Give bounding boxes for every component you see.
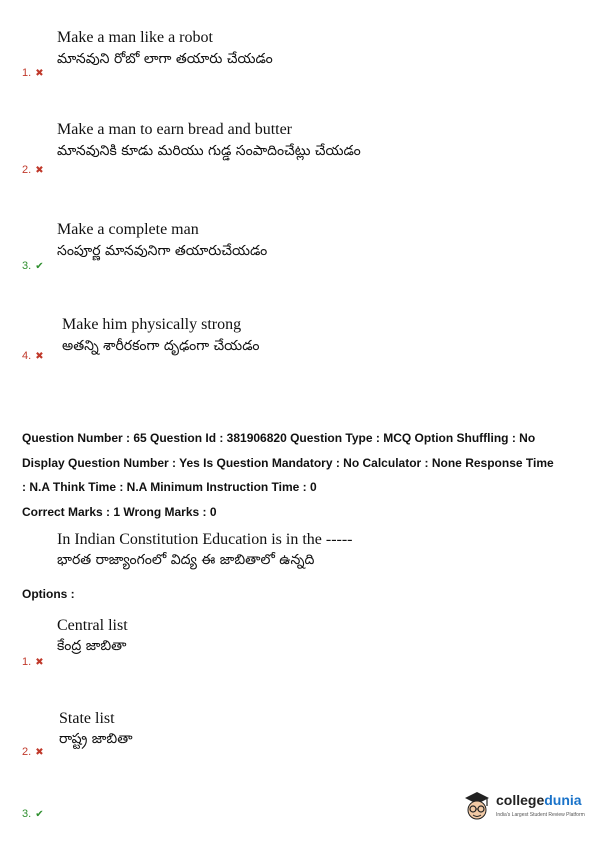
marks-line: Correct Marks : 1 Wrong Marks : 0 bbox=[22, 505, 217, 519]
prev-option-2-telugu: మానవునికి కూడు మరియు గుడ్డ సంపాదించేట్లు చేయడం bbox=[57, 143, 361, 159]
check-icon: ✔ bbox=[35, 261, 44, 272]
prev-option-1-english: Make a man like a robot bbox=[57, 29, 213, 46]
cross-icon: ✖ bbox=[35, 747, 44, 758]
student-avatar-icon bbox=[462, 790, 492, 824]
prev-option-2-number: 2. ✖ bbox=[22, 164, 44, 176]
question-meta-line-3: : N.A Think Time : N.A Minimum Instruction Time : 0 bbox=[22, 480, 317, 494]
prev-option-1-telugu: మానవుని రోబో లాగా తయారు చేయడం bbox=[57, 51, 273, 67]
option-3-number: 3. ✔ bbox=[22, 808, 44, 820]
prev-option-4-english: Make him physically strong bbox=[62, 316, 242, 333]
cross-icon: ✖ bbox=[35, 165, 44, 176]
question-english: In Indian Constitution Education is in the ----- bbox=[57, 531, 353, 548]
option-1-telugu: కేంద్ర జాబితా bbox=[57, 638, 127, 654]
option-2-telugu: రాష్ట్ర జాబితా bbox=[59, 731, 133, 747]
collegedunia-logo bbox=[462, 788, 587, 828]
option-1-english: Central list bbox=[57, 617, 128, 634]
cross-icon: ✖ bbox=[35, 657, 44, 668]
prev-option-4-telugu: అతన్ని శారీరకంగా దృఢంగా చేయడం bbox=[62, 338, 260, 354]
cross-icon: ✖ bbox=[35, 68, 44, 79]
cross-icon: ✖ bbox=[35, 351, 44, 362]
prev-option-4-number: 4. ✖ bbox=[22, 350, 44, 362]
prev-option-1-number: 1. ✖ bbox=[22, 67, 44, 79]
option-2-english: State list bbox=[59, 710, 115, 727]
question-telugu: భారత రాజ్యాంగంలో విద్య ఈ జాబితాలో ఉన్నది bbox=[57, 552, 315, 568]
prev-option-3-number: 3. ✔ bbox=[22, 260, 44, 272]
logo-wordmark: collegedunia bbox=[496, 792, 582, 808]
prev-option-3-english: Make a complete man bbox=[57, 221, 199, 238]
option-1-number: 1. ✖ bbox=[22, 656, 44, 668]
options-label: Options : bbox=[22, 587, 75, 601]
prev-option-3-telugu: సంపూర్ణ మానవునిగా తయారుచేయడం bbox=[57, 243, 268, 259]
question-meta-line-2: Display Question Number : Yes Is Question Mandatory : No Calculator : None Response Time bbox=[22, 456, 554, 470]
option-2-number: 2. ✖ bbox=[22, 746, 44, 758]
logo-tagline: India's Largest Student Review Platform bbox=[496, 812, 585, 818]
prev-option-2-english: Make a man to earn bread and butter bbox=[57, 121, 293, 138]
check-icon: ✔ bbox=[35, 809, 44, 820]
question-meta-line-1: Question Number : 65 Question Id : 381906820 Question Type : MCQ Option Shuffling : No bbox=[22, 431, 536, 445]
